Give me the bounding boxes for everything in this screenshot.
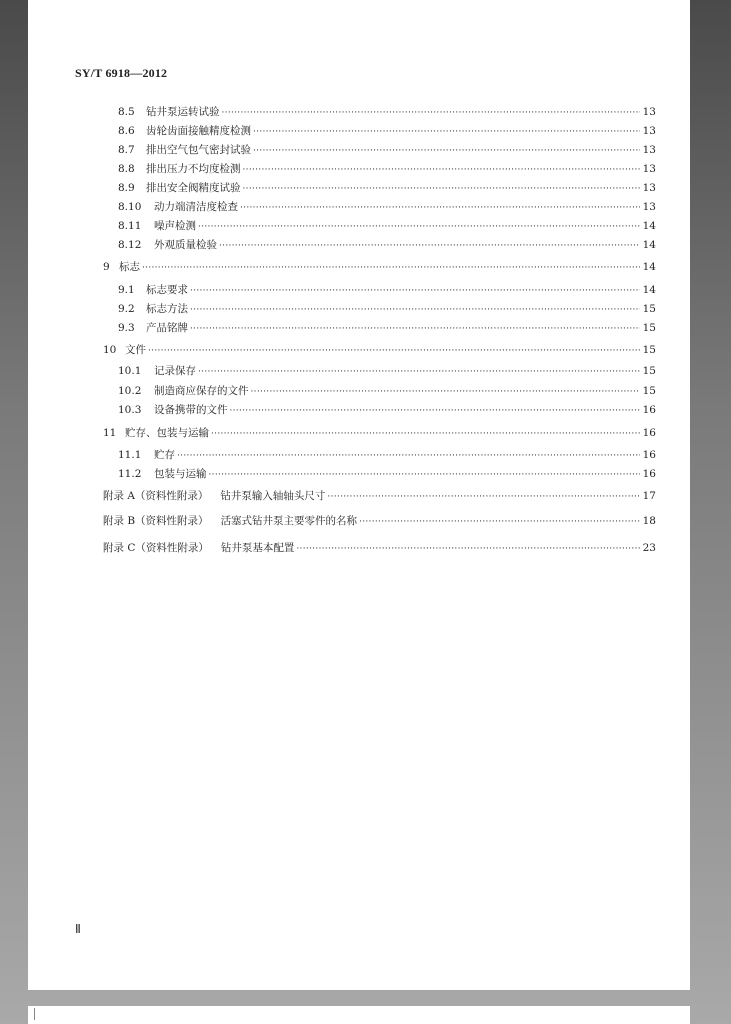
toc-entry[interactable] — [103, 425, 656, 441]
toc-entry-number: 11.1 — [118, 449, 142, 461]
toc-entry-number: 附录 A（资料性附录） — [103, 490, 209, 502]
toc-entry-page: 13 — [642, 201, 656, 213]
toc-entry-page: 14 — [642, 239, 656, 251]
toc-leader-dots — [230, 403, 641, 419]
toc-leader-dots — [190, 321, 640, 337]
toc-entry[interactable] — [118, 282, 656, 298]
toc-entry[interactable] — [103, 540, 656, 556]
toc-leader-dots — [359, 514, 640, 530]
toc-entry-title: 标志 — [119, 261, 140, 273]
toc-entry-page: 18 — [642, 515, 656, 527]
page-number: Ⅱ — [75, 922, 81, 936]
toc-entry-title: 记录保存 — [154, 365, 196, 377]
toc-entry-page: 16 — [642, 427, 656, 439]
toc-entry-title: 标志方法 — [146, 303, 188, 315]
toc-entry-title: 包装与运输 — [154, 468, 207, 480]
toc-entry[interactable] — [118, 466, 656, 482]
toc-entry-number: 9.3 — [118, 322, 135, 334]
toc-entry-title: 活塞式钻井泵主要零件的名称 — [220, 515, 358, 527]
toc-leader-dots — [222, 105, 641, 121]
toc-entry[interactable] — [118, 161, 656, 177]
toc-entry-title: 钻井泵输入轴轴头尺寸 — [220, 490, 326, 502]
toc-entry-title: 外观质量检验 — [154, 239, 217, 251]
toc-entry-page: 14 — [642, 284, 656, 296]
toc-entry-title: 贮存、包装与运输 — [125, 427, 209, 439]
toc-entry-page: 13 — [642, 182, 656, 194]
toc-entry[interactable] — [118, 363, 656, 379]
toc-leader-dots — [243, 181, 641, 197]
toc-entry-number: 8.6 — [118, 125, 135, 137]
toc-entry-title: 贮存 — [154, 449, 175, 461]
toc-entry-number: 8.12 — [118, 239, 142, 251]
margin-mark — [34, 1008, 35, 1020]
toc-entry[interactable] — [118, 237, 656, 253]
toc-leader-dots — [240, 200, 640, 216]
toc-entry-page: 15 — [642, 385, 656, 397]
toc-entry-number: 9 — [103, 261, 110, 273]
toc-leader-dots — [209, 467, 641, 483]
toc-entry-title: 钻井泵运转试验 — [146, 106, 220, 118]
toc-entry-number: 9.1 — [118, 284, 135, 296]
toc-leader-dots — [219, 238, 640, 254]
toc-leader-dots — [253, 143, 640, 159]
toc-entry[interactable] — [103, 342, 656, 358]
toc-entry-number: 10.3 — [118, 404, 142, 416]
toc-leader-dots — [190, 302, 640, 318]
toc-entry-number: 10.2 — [118, 385, 142, 397]
toc-entry[interactable] — [118, 218, 656, 234]
toc-entry[interactable] — [118, 199, 656, 215]
toc-leader-dots — [296, 541, 640, 557]
toc-entry-page: 15 — [642, 344, 656, 356]
standard-code-header: SY/T 6918—2012 — [75, 66, 168, 80]
toc-entry-title: 排出压力不均度检测 — [146, 163, 241, 175]
toc-entry-title: 排出空气包气密封试验 — [146, 144, 251, 156]
toc-entry-title: 制造商应保存的文件 — [154, 385, 249, 397]
toc-entry-number: 8.11 — [118, 220, 142, 232]
toc-entry-page: 16 — [642, 468, 656, 480]
toc-entry[interactable] — [118, 301, 656, 317]
toc-entry-page: 15 — [642, 365, 656, 377]
toc-entry-number: 附录 B（资料性附录） — [103, 515, 209, 527]
toc-entry-number: 8.8 — [118, 163, 135, 175]
toc-entry[interactable] — [118, 320, 656, 336]
toc-leader-dots — [327, 489, 640, 505]
toc-entry-number: 8.7 — [118, 144, 135, 156]
toc-entry-title: 动力端清洁度检查 — [154, 201, 238, 213]
toc-entry-number: 9.2 — [118, 303, 135, 315]
toc-entry[interactable] — [103, 259, 656, 275]
toc-entry-number: 11 — [103, 427, 117, 439]
toc-entry-page: 13 — [642, 125, 656, 137]
next-page-edge — [28, 1006, 690, 1024]
toc-entry-title: 文件 — [125, 344, 146, 356]
toc-entry-number: 8.9 — [118, 182, 135, 194]
toc-entry-page: 14 — [642, 261, 656, 273]
toc-entry-number: 10 — [103, 344, 117, 356]
toc-entry-page: 13 — [642, 163, 656, 175]
toc-entry-number: 8.10 — [118, 201, 142, 213]
toc-entry-number: 11.2 — [118, 468, 142, 480]
toc-entry-page: 15 — [642, 303, 656, 315]
toc-entry-number: 10.1 — [118, 365, 142, 377]
toc-entry[interactable] — [118, 180, 656, 196]
toc-entry-number: 8.5 — [118, 106, 135, 118]
toc-leader-dots — [198, 219, 640, 235]
toc-entry-title: 设备携带的文件 — [154, 404, 228, 416]
toc-entry[interactable] — [118, 123, 656, 139]
toc-entry-title: 噪声检测 — [154, 220, 196, 232]
toc-entry-title: 排出安全阀精度试验 — [146, 182, 241, 194]
toc-entry-page: 15 — [642, 322, 656, 334]
toc-entry-title: 产品铭牌 — [146, 322, 188, 334]
toc-entry-page: 14 — [642, 220, 656, 232]
toc-entry[interactable] — [103, 513, 656, 529]
toc-leader-dots — [198, 364, 640, 380]
toc-entry[interactable] — [103, 488, 656, 504]
toc-leader-dots — [251, 384, 641, 400]
toc-entry-page: 13 — [642, 106, 656, 118]
toc-entry[interactable] — [118, 447, 656, 463]
toc-entry[interactable] — [118, 383, 656, 399]
toc-entry-page: 16 — [642, 449, 656, 461]
toc-entry[interactable] — [118, 402, 656, 418]
toc-leader-dots — [148, 343, 640, 359]
toc-leader-dots — [142, 260, 640, 276]
toc-entry-page: 16 — [642, 404, 656, 416]
toc-leader-dots — [253, 124, 640, 140]
toc-entry-page: 13 — [642, 144, 656, 156]
toc-entry[interactable] — [118, 142, 656, 158]
toc-entry-title: 齿轮齿面接触精度检测 — [146, 125, 251, 137]
toc-entry-number: 附录 C（资料性附录） — [103, 542, 209, 554]
toc-leader-dots — [211, 426, 640, 442]
toc-entry-page: 23 — [642, 542, 656, 554]
toc-entry-page: 17 — [642, 490, 656, 502]
toc-entry-title: 标志要求 — [146, 284, 188, 296]
toc-entry-title: 钻井泵基本配置 — [220, 542, 295, 554]
toc-entry[interactable] — [118, 104, 656, 120]
toc-leader-dots — [177, 448, 640, 464]
toc-leader-dots — [190, 283, 640, 299]
toc-leader-dots — [243, 162, 641, 178]
